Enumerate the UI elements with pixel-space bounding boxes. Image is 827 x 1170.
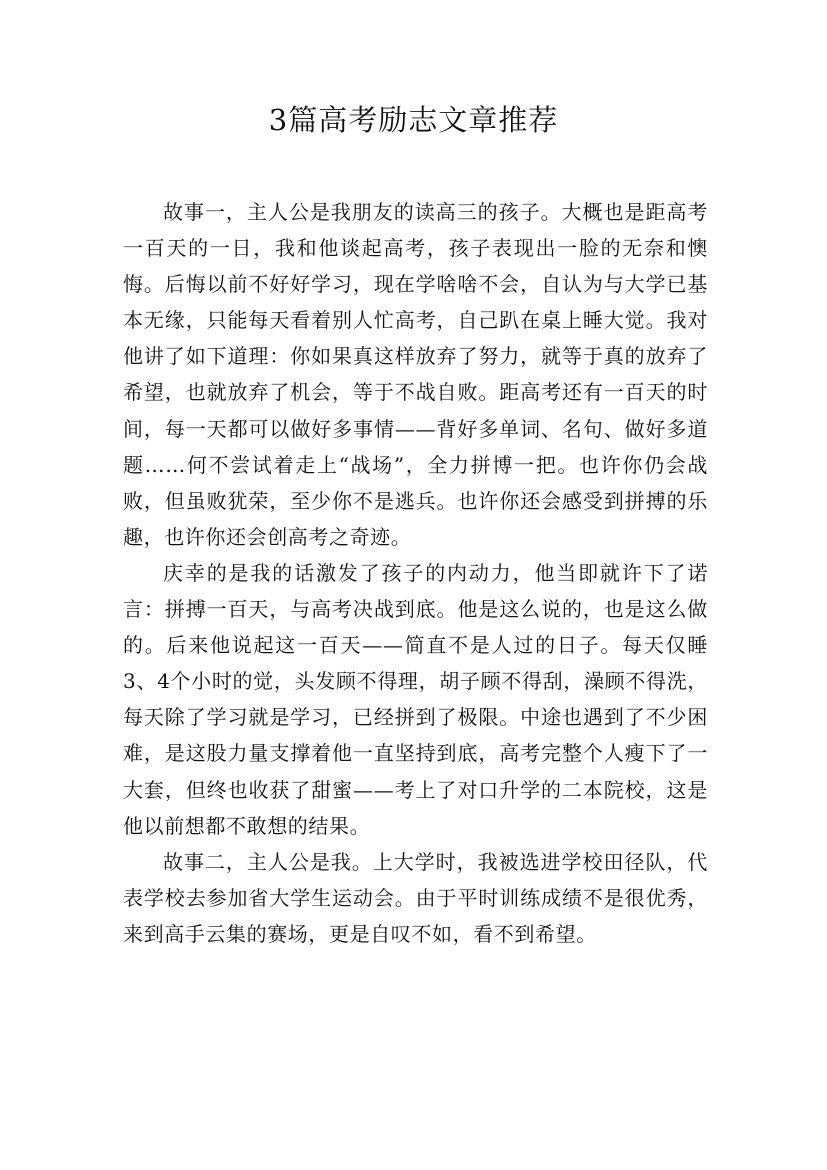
article-body [123,194,708,952]
paragraph-story-one-continued: 庆幸的是我的话激发了孩子的内动力，他当即就许下了诺言：拼搏一百天，与高考决战到底。他是这么说的，也是这么做的。后来他说起这一百天——简直不是人过的日子。每天仅睡3、4个小时的觉，头发顾不得理，胡子顾不得刮，澡顾不得洗，每天除了学习就是学习，已经拼到了极限。中途也遇到了不少困难，是这股力量支撑着他一直坚持到底，高考完整个人瘦下了一大套，但终也收获了甜蜜——考上了对口升学的二本院校，这是他以前想都不敢想的结果。 [123,560,708,838]
paragraph-story-two: 故事二，主人公是我。上大学时，我被选进学校田径队，代表学校去参加省大学生运动会。由于平时训练成绩不是很优秀，来到高手云集的赛场，更是自叹不如，看不到希望。 [123,849,708,946]
document-title: 3篇高考励志文章推荐 [268,103,559,137]
paragraph-story-one: 故事一，主人公是我朋友的读高三的孩子。大概也是距高考一百天的一日，我和他谈起高考，孩子表现出一脸的无奈和懊悔。后悔以前不好好学习，现在学啥啥不会，自认为与大学已基本无缘，只能每天看着别人忙高考，自己趴在桌上睡大觉。我对他讲了如下道理：你如果真这样放弃了努力，就等于真的放弃了希望，也就放弃了机会，等于不战自败。距高考还有一百天的时间，每一天都可以做好多事情——背好多单词、名句、做好多道题……何不尝试着走上“战场”，全力拼博一把。也许你仍会战败，但虽败犹荣，至少你不是逃兵。也许你还会感受到拼搏的乐趣，也许你还会创高考之奇迹。 [123,200,708,549]
